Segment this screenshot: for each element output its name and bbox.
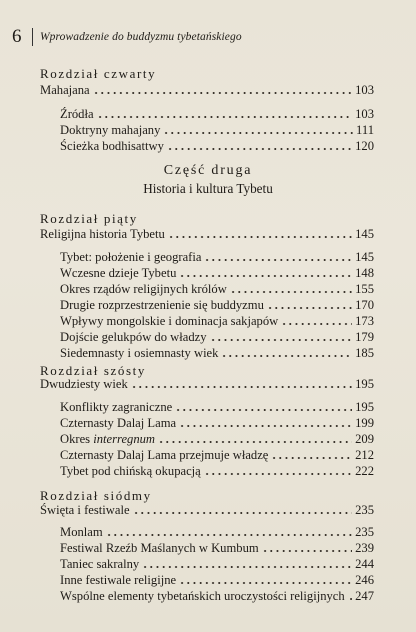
- toc-entry: [60, 250, 374, 265]
- entry-page: 103: [355, 107, 374, 121]
- entry-page: 145: [355, 227, 374, 241]
- chapter-label: Rozdział czwarty: [40, 66, 157, 81]
- dot-leader: [158, 433, 352, 443]
- entry-page: 173: [355, 314, 374, 328]
- toc-entry: [60, 464, 374, 479]
- entry-page: 103: [355, 83, 374, 97]
- dot-leader: [221, 347, 352, 357]
- dot-leader: [271, 449, 352, 459]
- entry-page: 120: [355, 139, 374, 153]
- entry-title: Wczesne dzieje Tybetu: [60, 266, 177, 280]
- dot-leader: [175, 401, 352, 411]
- entry-title: Czternasty Dalaj Lama: [60, 416, 177, 430]
- toc-entry: [60, 123, 374, 138]
- chapter-label: Rozdział siódmy: [40, 488, 152, 503]
- entry-title: Taniec sakralny: [60, 557, 140, 571]
- entry-page: 195: [355, 377, 374, 391]
- page-number: 6: [12, 26, 22, 47]
- entry-title-prefix: Okres: [60, 432, 94, 446]
- entry-page: 235: [355, 525, 374, 539]
- entry-page: 185: [355, 346, 374, 360]
- dot-leader: [204, 465, 352, 475]
- toc-entry: [60, 266, 374, 281]
- toc-entry: [60, 541, 374, 556]
- dot-leader: [142, 558, 352, 568]
- entry-page: 155: [355, 282, 374, 296]
- entry-title: Inne festiwale religijne: [60, 573, 177, 587]
- dot-leader: [133, 504, 353, 514]
- entry-title: Tybet pod chińską okupacją: [60, 464, 201, 478]
- entry-title: Wpływy mongolskie i dominacja sakjapów: [60, 314, 279, 328]
- entry-page: 239: [355, 541, 374, 555]
- dot-leader: [179, 267, 352, 277]
- entry-page: 247: [355, 589, 374, 603]
- dot-leader: [131, 378, 352, 388]
- entry-title: Dojście gelukpów do władzy: [60, 330, 207, 344]
- dot-leader: [167, 140, 352, 150]
- toc-entry: [60, 400, 374, 415]
- toc-entry: [60, 589, 374, 604]
- dot-leader: [262, 542, 352, 552]
- entry-page: 111: [356, 123, 374, 137]
- running-title: Wprowadzenie do buddyzmu tybetańskiego: [40, 31, 242, 43]
- chapter-main-entry: [40, 227, 374, 242]
- entry-title: Okres rządów religijnych królów: [60, 282, 227, 296]
- entry-page: 195: [355, 400, 374, 414]
- toc-entry: [60, 330, 374, 345]
- entry-title-italic: interregnum: [93, 432, 156, 446]
- entry-title: Święta i festiwale: [40, 503, 130, 517]
- toc-entry: [60, 557, 374, 572]
- entry-page: 170: [355, 298, 374, 312]
- entry-title: Siedemnasty i osiemnasty wiek: [60, 346, 219, 360]
- dot-leader: [179, 574, 352, 584]
- toc-entry: [60, 416, 374, 431]
- entry-title: Religijna historia Tybetu: [40, 227, 165, 241]
- dot-leader: [179, 417, 352, 427]
- dot-leader: [163, 124, 353, 134]
- entry-page: 212: [355, 448, 374, 462]
- entry-page: 222: [355, 464, 374, 478]
- entry-title: Tybet: położenie i geografia: [60, 250, 202, 264]
- toc-entry: [60, 525, 374, 540]
- dot-leader: [230, 283, 352, 293]
- toc-entry: [60, 346, 374, 361]
- toc-entry: [60, 107, 374, 122]
- entry-title: Konflikty zagraniczne: [60, 400, 173, 414]
- entry-title: Dwudziesty wiek: [40, 377, 128, 391]
- chapter-label: Rozdział szósty: [40, 363, 146, 378]
- part-title: Część druga: [163, 163, 253, 178]
- entry-page: 244: [355, 557, 374, 571]
- header-divider: [32, 28, 33, 46]
- toc-entry: [60, 432, 374, 447]
- entry-title: Monlam: [60, 525, 103, 539]
- chapter-main-entry: [40, 83, 374, 98]
- dot-leader: [93, 84, 352, 94]
- toc-entry: [60, 298, 374, 313]
- entry-title: Ścieżka bodhisattwy: [60, 139, 164, 153]
- entry-page: 145: [355, 250, 374, 264]
- entry-title: Doktryny mahajany: [60, 123, 161, 137]
- entry-page: 179: [355, 330, 374, 344]
- entry-title: Źródła: [60, 107, 94, 121]
- toc-entry: [60, 573, 374, 588]
- entry-title: [60, 432, 155, 447]
- chapter-main-entry: [40, 377, 374, 392]
- chapter-label: Rozdział piąty: [40, 211, 138, 226]
- entry-page: 246: [355, 573, 374, 587]
- entry-page: 148: [355, 266, 374, 280]
- page-header: [12, 25, 242, 49]
- toc-entry: [60, 282, 374, 297]
- dot-leader: [204, 251, 352, 261]
- dot-leader: [281, 315, 352, 325]
- entry-title: Drugie rozprzestrzenienie się buddyzmu: [60, 298, 264, 312]
- toc-entry: [60, 314, 374, 329]
- entry-page: 235: [355, 503, 374, 517]
- entry-title: Wspólne elementy tybetańskich uroczystości religijnych: [60, 589, 345, 603]
- entry-title: Festiwal Rzeźb Maślanych w Kumbum: [60, 541, 259, 555]
- dot-leader: [267, 299, 352, 309]
- entry-title: Czternasty Dalaj Lama przejmuje władzę: [60, 448, 269, 462]
- entry-title: Mahajana: [40, 83, 90, 97]
- entry-page: 209: [355, 432, 374, 446]
- dot-leader: [210, 331, 353, 341]
- chapter-main-entry: [40, 503, 374, 518]
- dot-leader: [348, 590, 352, 600]
- toc-entry: [60, 448, 374, 463]
- entry-page: 199: [355, 416, 374, 430]
- toc-entry: [60, 139, 374, 154]
- dot-leader: [168, 228, 352, 238]
- dot-leader: [106, 526, 352, 536]
- dot-leader: [97, 108, 353, 118]
- part-subtitle: Historia i kultura Tybetu: [143, 181, 273, 196]
